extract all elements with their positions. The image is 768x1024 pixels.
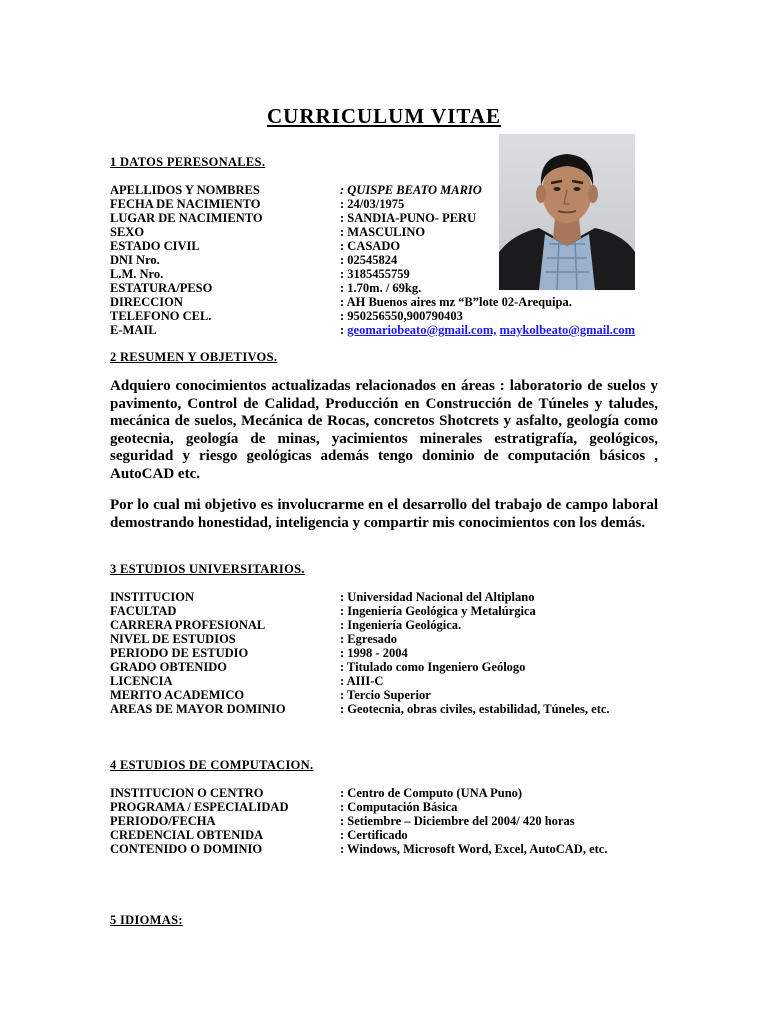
profile-photo (499, 134, 635, 290)
section-heading-personal: 1 DATOS PERESONALES. (110, 155, 266, 169)
university-row: LICENCIA : AIII-C (110, 674, 384, 688)
university-row: AREAS DE MAYOR DOMINIO : Geotecnia, obras civiles, estabilidad, Túneles, etc. (110, 702, 610, 716)
computing-row: PROGRAMA / ESPECIALIDAD : Computación Básica (110, 800, 458, 814)
personal-row-dni: DNI Nro. : 02545824 (110, 253, 398, 267)
personal-row-marital: ESTADO CIVIL : CASADO (110, 239, 401, 253)
personal-row-birthplace: LUGAR DE NACIMIENTO : SANDIA-PUNO- PERU (110, 211, 477, 225)
objective-paragraph: Por lo cual mi objetivo es involucrarme en el desarrollo del trabajo de campo laboral demostrando honestidad, inteligencia y compartir mis conocimientos con los demás. (110, 497, 658, 531)
university-row: GRADO OBTENIDO : Titulado como Ingeniero Geólogo (110, 660, 526, 674)
section-heading-languages: 5 IDIOMAS: (110, 913, 183, 927)
university-row: INSTITUCION : Universidad Nacional del Altiplano (110, 590, 535, 604)
email-link-1[interactable]: geomariobeato@gmail.com, (347, 323, 497, 337)
personal-row-address: DIRECCION : AH Buenos aires mz “B”lote 02-Arequipa. (110, 295, 572, 309)
personal-row-height-weight: ESTATURA/PESO : 1.70m. / 69kg. (110, 281, 422, 295)
personal-row-phone: TELEFONO CEL. : 950256550,900790403 (110, 309, 463, 323)
computing-row: CREDENCIAL OBTENIDA : Certificado (110, 828, 408, 842)
computing-row: CONTENIDO O DOMINIO : Windows, Microsoft Word, Excel, AutoCAD, etc. (110, 842, 608, 856)
document-title: CURRICULUM VITAE (267, 104, 501, 128)
personal-row-names: APELLIDOS Y NOMBRES : QUISPE BEATO MARIO (110, 183, 482, 197)
personal-row-birthdate: FECHA DE NACIMIENTO : 24/03/1975 (110, 197, 405, 211)
university-row: FACULTAD : Ingeniería Geológica y Metalúrgica (110, 604, 536, 618)
personal-row-sex: SEXO : MASCULINO (110, 225, 426, 239)
university-row: PERIODO DE ESTUDIO : 1998 - 2004 (110, 646, 408, 660)
computing-row: INSTITUCION O CENTRO : Centro de Computo (UNA Puno) (110, 786, 523, 800)
summary-paragraph: Adquiero conocimientos actualizadas relacionados en áreas : laboratorio de suelos y pavimento, Control de Calidad, Producción en Construcción de Túneles y taludes, mecánica de suelos, Mecánica de Rocas, concretos Shotcrets y asfalto, geología como geotecnia, geología de minas, yacimientos minerales estratigrafía, geológicos, seguridad y riesgo geológicas además tengo dominio de computación básicos , AutoCAD etc. (110, 378, 658, 482)
university-row: MERITO ACADEMICO : Tercio Superior (110, 688, 431, 702)
university-row: NIVEL DE ESTUDIOS : Egresado (110, 632, 398, 646)
computing-data-list (110, 786, 607, 856)
portrait-image (499, 134, 635, 290)
email-link-2[interactable]: maykolbeato@gmail.com (499, 323, 636, 337)
section-heading-summary: 2 RESUMEN Y OBJETIVOS. (110, 350, 278, 364)
personal-row-email: E-MAIL : geomariobeato@gmail.com, maykolbeato@gmail.com (110, 323, 636, 337)
computing-row: PERIODO/FECHA : Setiembre – Diciembre del 2004/ 420 horas (110, 814, 575, 828)
section-heading-computing: 4 ESTUDIOS DE COMPUTACION. (110, 758, 314, 772)
personal-row-lm: L.M. Nro. : 3185455759 (110, 267, 410, 281)
section-heading-university: 3 ESTUDIOS UNIVERSITARIOS. (110, 562, 305, 576)
university-row: CARRERA PROFESIONAL : Ingeniería Geológica. (110, 618, 462, 632)
university-data-list (110, 590, 610, 716)
